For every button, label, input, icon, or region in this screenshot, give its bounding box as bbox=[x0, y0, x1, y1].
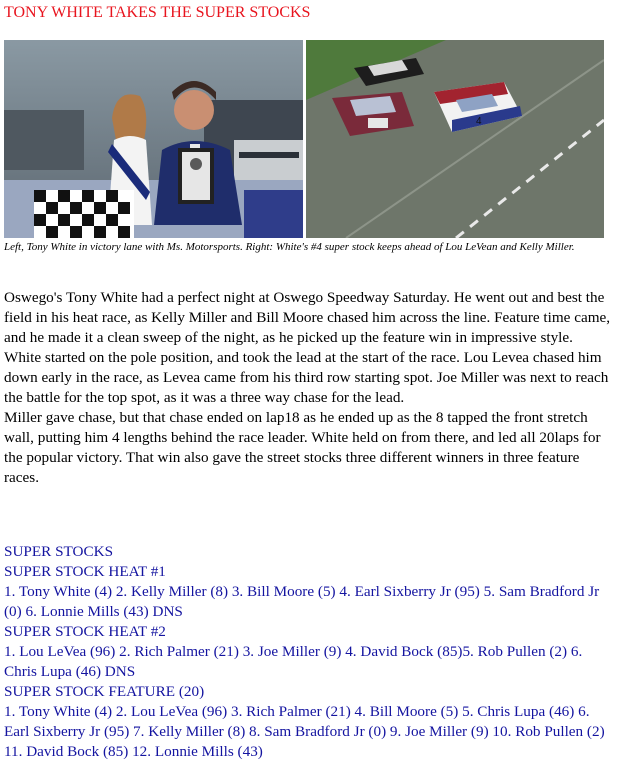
heat1-title: SUPER STOCK HEAT #1 bbox=[4, 563, 166, 580]
race-cars-photo bbox=[306, 40, 604, 238]
heat2-results: 1. Lou LeVea (96) 2. Rich Palmer (21) 3. Joe Miller (9) 4. David Bock (85)5. Rob Pullen (2) 6. Chris Lupa (46) DNS bbox=[4, 643, 583, 680]
results-heading: SUPER STOCKS bbox=[4, 543, 114, 560]
feature-title: SUPER STOCK FEATURE (20) bbox=[4, 683, 205, 700]
article-paragraph: White started on the pole position, and took the lead at the start of the race. Lou Levea chased him down early in the race, as Levea came from his third row starting spot. Joe Miller was next to reach the battle for the top spot, as it was a three way chase for the lead. bbox=[4, 349, 609, 406]
article-paragraph: Miller gave chase, but that chase ended on lap18 as he ended up as the 8 tapped the front stretch wall, putting him 4 lengths behind the race leader. White held on from there, and led all 20laps for the popular victory. That win also gave the street stocks three different winners in three feature races. bbox=[4, 409, 601, 486]
heat1-results: 1. Tony White (4) 2. Kelly Miller (8) 3. Bill Moore (5) 4. Earl Sixberry Jr (95) 5. Sam Bradford Jr (0) 6. Lonnie Mills (43) DNS bbox=[4, 583, 600, 620]
page-title: TONY WHITE TAKES THE SUPER STOCKS bbox=[4, 4, 311, 21]
article-paragraph: Oswego's Tony White had a perfect night at Oswego Speedway Saturday. He went out and best the field in his heat race, as Kelly Miller and Bill Moore chased him across the line. Feature time came, and he made it a clean sweep of the night, as he picked up the feature win in impressive style. bbox=[4, 289, 611, 346]
checkered-flag-icon bbox=[34, 190, 134, 238]
race-results bbox=[4, 542, 616, 762]
victory-lane-photo bbox=[4, 40, 303, 238]
svg-text:4: 4 bbox=[476, 116, 482, 127]
heat2-title: SUPER STOCK HEAT #2 bbox=[4, 623, 166, 640]
photo-caption: Left, Tony White in victory lane with Ms. Motorsports. Right: White's #4 super stock keeps ahead of Lou LeVean and Kelly Miller. bbox=[4, 241, 575, 253]
article-body bbox=[4, 288, 616, 488]
feature-results: 1. Tony White (4) 2. Lou LeVea (96) 3. Rich Palmer (21) 4. Bill Moore (5) 5. Chris Lupa (46) 6. Earl Sixberry Jr (95) 7. Kelly Miller (8) 8. Sam Bradford Jr (0) 9. Joe Miller (9) 10. Rob Pullen (2) 11. David Bock (85) 12. Lonnie Mills (43) bbox=[4, 703, 605, 760]
